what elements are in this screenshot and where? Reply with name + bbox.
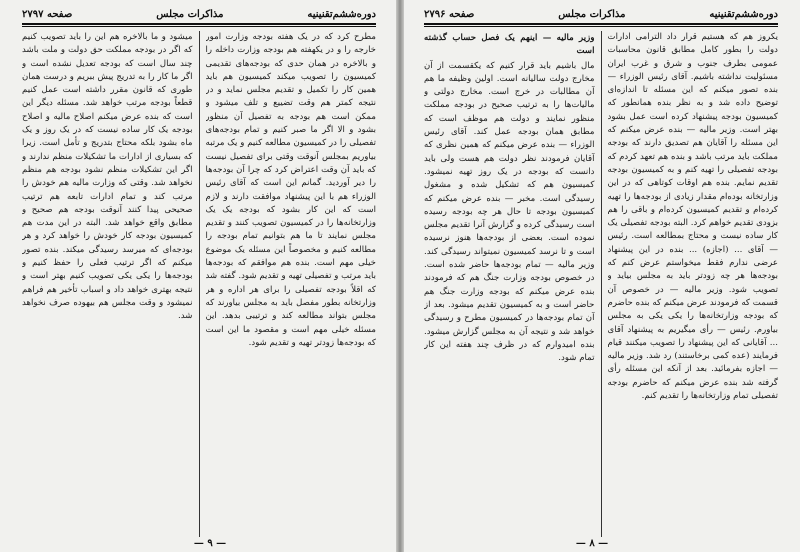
right-page-columns xyxy=(424,31,778,537)
column-divider xyxy=(601,31,602,537)
session-label: دوره‌ششم‌تقنینیه xyxy=(307,8,376,20)
column-text: مال باشیم باید قرار کنیم که یکقسمت از آن مخارج دولت سالیانه است. اولین وظیفه ما هم آن مطالبات در خرج است. مخارج دولتی و مالیات‌ها را به ترتیب صحیح در بودجه مملکت منظور نمایند و دولت هم موظف است که مطابق همان بودجه عمل کند. آقای رئیس الوزراء — بنده عرض میکنم که همین نظری که آقایان فرمودند نظر دولت هم هست ولی باید دانست که بودجه در یک روز تهیه نمیشود. کمیسیون هم که تشکیل شده و مشغول رسیدگی است. مخبر — بنده عرض میکنم که کمیسیون بودجه تا حال هر چه بودجه رسیده است رسیدگی کرده و گزارش آنرا تقدیم مجلس نموده است. بعضی از بودجه‌ها هنوز نرسیده است و تا نرسد کمیسیون نمیتواند رسیدگی کند. وزیر مالیه — تمام بودجه‌ها حاضر شده است. در خصوص بودجه وزارت جنگ هم که فرمودند بنده عرض میکنم که بودجه وزارت جنگ هم حاضر است و به کمیسیون تقدیم میشود. بعد از آن تمام بودجه‌ها در کمیسیون مطرح و رسیدگی خواهد شد و نتیجه آن به مجلس گزارش میشود. بنده امیدوارم که در ظرف چند هفته این کار تمام شود. xyxy=(424,60,595,364)
journal-title: مذاکرات مجلس xyxy=(156,8,224,20)
page-label: صفحه ۲۷۹۷ xyxy=(22,8,73,20)
left-page-header xyxy=(22,6,376,22)
session-label: دوره‌ششم‌تقنینیه xyxy=(709,8,778,20)
text-column xyxy=(22,31,193,537)
journal-title: مذاکرات مجلس xyxy=(558,8,626,20)
page-number-value: ۹ xyxy=(207,538,213,549)
right-page xyxy=(402,0,800,552)
page-number-value: ۸ xyxy=(589,538,595,549)
left-page xyxy=(0,0,398,552)
text-column xyxy=(608,31,779,537)
header-rule xyxy=(424,23,778,27)
column-text: مطرح کرد که در یک هفته بودجه وزارت امور خارجه را و در یکهفته هم بودجه وزارت داخله را و بالاخره در همان حدی که بودجه‌های تقدیمی کمیسیون را تصویب میکند کمیسیون هم باید همین کار را تکمیل و تقدیم مجلس نماید و در نتیجه کمتر هم وقت تضییع و تلف میشود و ممکن است هم بودجه به تفصیل آن منظور بشود و الا اگر ما صبر کنیم و تمام بودجه‌های تفصیلی را در کمیسیون مطالعه کنیم و یک مرتبه بیاوریم بمجلس آنوقت وقتی برای تفصیل نیست که باید آن وقت اعتراض کرد که چرا آن بودجه‌ها را دیر آوردید. گمانم این است که آقای رئیس الوزراء هم با این پیشنهاد موافقت دارند و لازم است که این کار بشود که بودجه یک یک وزارتخانه‌ها را در کمیسیون تصویب کنند و تقدیم مجلس نمایند تا ما هم بتوانیم تمام بودجه را مطالعه کنیم و مخصوصاً این مسئله یک موضوع خیلی مهم است. بنده هم موافقم که بودجه‌ها باید مرتب و تفصیلی تهیه و تقدیم شود. گفته شد که اقلاً بودجه تفصیلی را برای هر اداره و هر وزارتخانه بطور مفصل باید به مجلس بیاورند که مجلس بتواند مطالعه کند و ترتیبی بدهد. این مسئله خیلی مهم است و مقصود ما این است که بودجه‌ها زودتر تهیه و تقدیم شود. xyxy=(205,32,376,348)
text-column xyxy=(206,31,377,537)
header-rule xyxy=(22,23,376,27)
page-number: — ۸ — xyxy=(575,538,609,549)
section-heading: وزیر مالیه — اینهم یک فصل حساب گذشته است xyxy=(424,33,595,57)
right-page-header xyxy=(424,6,778,22)
left-page-columns xyxy=(22,31,376,537)
page-number: — ۹ — xyxy=(193,538,227,549)
column-text: یکروز هم که هستیم قرار داد الترامی ادارات دولت را بطور کامل مطابق قانون محاسبات عمومی بطرف جنوب و شرق و غرب ایران مسئولیت نداشته باشیم. آقای رئیس الوزراء — بنده تصور میکنم که این مسئله تا اندازه‌ای توضیح داده شد و به نظر بنده همانطور که کمیسیون بودجه پیشنهاد کرده است عمل بشود بهتر است. وزیر مالیه — بنده عرض میکنم که این مسئله را آقایان هم تصدیق دارند که بودجه مملکت باید مرتب باشد و بنده هم تعهد کردم که بودجه تفصیلی را تهیه کنم و به کمیسیون بودجه تقدیم نمایم. بنده هم اوقات کوتاهی که در این وزارتخانه بوده‌ام مقدار زیادی از بودجه‌ها را تهیه کرده‌ام و تقدیم کمیسیون کرده‌ام و باقی را هم بزودی تقدیم خواهم کرد. البته بودجه تفصیلی یک کار ساده نیست و محتاج بمطالعه است. رئیس — آقای ... (اجازه) ... بنده در این پیشنهاد عرضی ندارم فقط میخواستم عرض کنم که بودجه‌ها هر چه زودتر باید به مجلس بیاید و تصویب شود. وزیر مالیه — در خصوص آن قسمت که فرمودند عرض میکنم که بنده حاضرم که بودجه وزارتخانه‌ها را یکی یکی به مجلس بیاورم. رئیس — رأی میگیریم به پیشنهاد آقای ... آقایانی که این پیشنهاد را تصویب میکنند قیام فرمایند (عده کمی برخاستند) رد شد. وزیر مالیه — اجازه بفرمائید. بعد از آنکه این مسئله رأی گرفته شد بنده عرض میکنم که حاضرم بودجه تفصیلی تمام وزارتخانه‌ها را تقدیم کنم. xyxy=(607,32,778,402)
page-label: صفحه ۲۷۹۶ xyxy=(424,8,475,20)
column-text: میشود و ما بالاخره هم این را باید تصویب کنیم که اگر در بودجه مملکت حق دولت و ملت باشد چند سال است که بودجه تعدیل نشده است و اگر ما کار را به تدریج پیش ببریم و درست همان طوری که قانون مقرر داشته است عمل کنیم قطعاً بودجه مرتب خواهد شد. مسئله دیگر این است که بنده عرض میکنم اصلاح مالیه و اصلاح بودجه یک کار ساده نیست که در یک روز و یک ماه بشود بلکه محتاج بتدریج و تأمل است. زیرا که بسیاری از ادارات ما تشکیلات منظم ندارند و اگر این تشکیلات منظم نشود بودجه هم منظم نخواهد شد. وقتی که وزارت مالیه هم خودش را مرتب کند و تمام ادارات تابعه هم ترتیب صحیحی پیدا کنند آنوقت بودجه هم صحیح و مطابق واقع خواهد شد. البته در این مدت هم کمیسیون بودجه کار خودش را خواهد کرد و هر بودجه‌ای که میرسد رسیدگی میکند. بنده تصور میکنم که اگر ترتیب فعلی را حفظ کنیم و بودجه‌ها را یکی یکی تصویب کنیم بهتر است و نتیجه بهتری خواهد داد و اسباب تأخیر هم فراهم نمیشود و وقت مجلس هم بیهوده صرف نخواهد شد. xyxy=(22,32,193,322)
text-column xyxy=(424,31,595,537)
column-divider xyxy=(199,31,200,537)
